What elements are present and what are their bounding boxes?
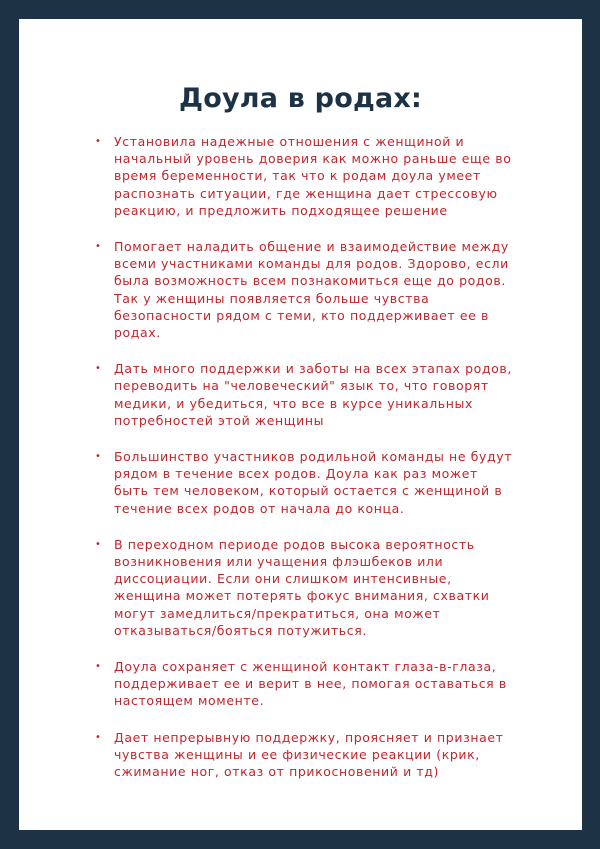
list-item-text: Доула сохраняет с женщиной контакт глаза-в-глаза, поддерживает ее и верит в нее, помогая оставаться в настоящем моменте. xyxy=(114,659,507,709)
list-item xyxy=(95,360,515,429)
list-item-text: Помогает наладить общение и взаимодействие между всеми участниками команды для родов. Здорово, если была возможность всем познакомиться еще до родов. Так у женщины появляется больше чувства безопасности рядом с теми, кто поддерживает ее в родах. xyxy=(114,239,509,341)
list-item-text: Дает непрерывную поддержку, проясняет и признает чувства женщины и ее физические реакции (крик, сжимание ног, отказ от прикосновений и тд) xyxy=(114,729,504,780)
list-item xyxy=(95,729,515,781)
list-item-text: Дать много поддержки и заботы на всех этапах родов, переводить на "человеческий" язык то, что говорят медики, и убедиться, что все в курсе уникальных потребностей этой женщины xyxy=(114,361,512,428)
bullet-icon: • xyxy=(95,538,102,550)
list-item-text: В переходном периоде родов высока вероятность возникновения или учащения флэшбеков или диссоциации. Если они слишком интенсивные, женщина может потерять фокус внимания, схватки могут замедлиться/прекратиться, она может отказываться/бояться потужиться. xyxy=(114,536,490,638)
bullet-icon: • xyxy=(95,363,102,375)
list-item xyxy=(95,238,515,341)
list-item-text: Большинство участников родильной команды не будут рядом в течение всех родов. Доула как раз может быть тем человеком, который остается с женщиной в течение всех родов от начала до конца. xyxy=(114,449,513,516)
list-item xyxy=(95,133,515,219)
list-item xyxy=(95,658,515,710)
list-item-text: Установила надежные отношения с женщиной и начальный уровень доверия как можно раньше еще во время беременности, так что к родам доула умеет распознать ситуации, где женщина дает стрессовую реакцию, и предложить подходящее решение xyxy=(114,134,512,218)
bullet-icon: • xyxy=(95,136,102,147)
document-page xyxy=(19,19,582,830)
bullet-icon: • xyxy=(95,661,102,673)
bullet-icon: • xyxy=(95,241,102,253)
list-item xyxy=(95,536,515,639)
bullet-icon: • xyxy=(95,731,102,743)
page-title: Доула в родах: xyxy=(179,83,422,114)
bullet-icon: • xyxy=(95,451,102,463)
bullet-list xyxy=(95,133,515,799)
list-item xyxy=(95,448,515,517)
